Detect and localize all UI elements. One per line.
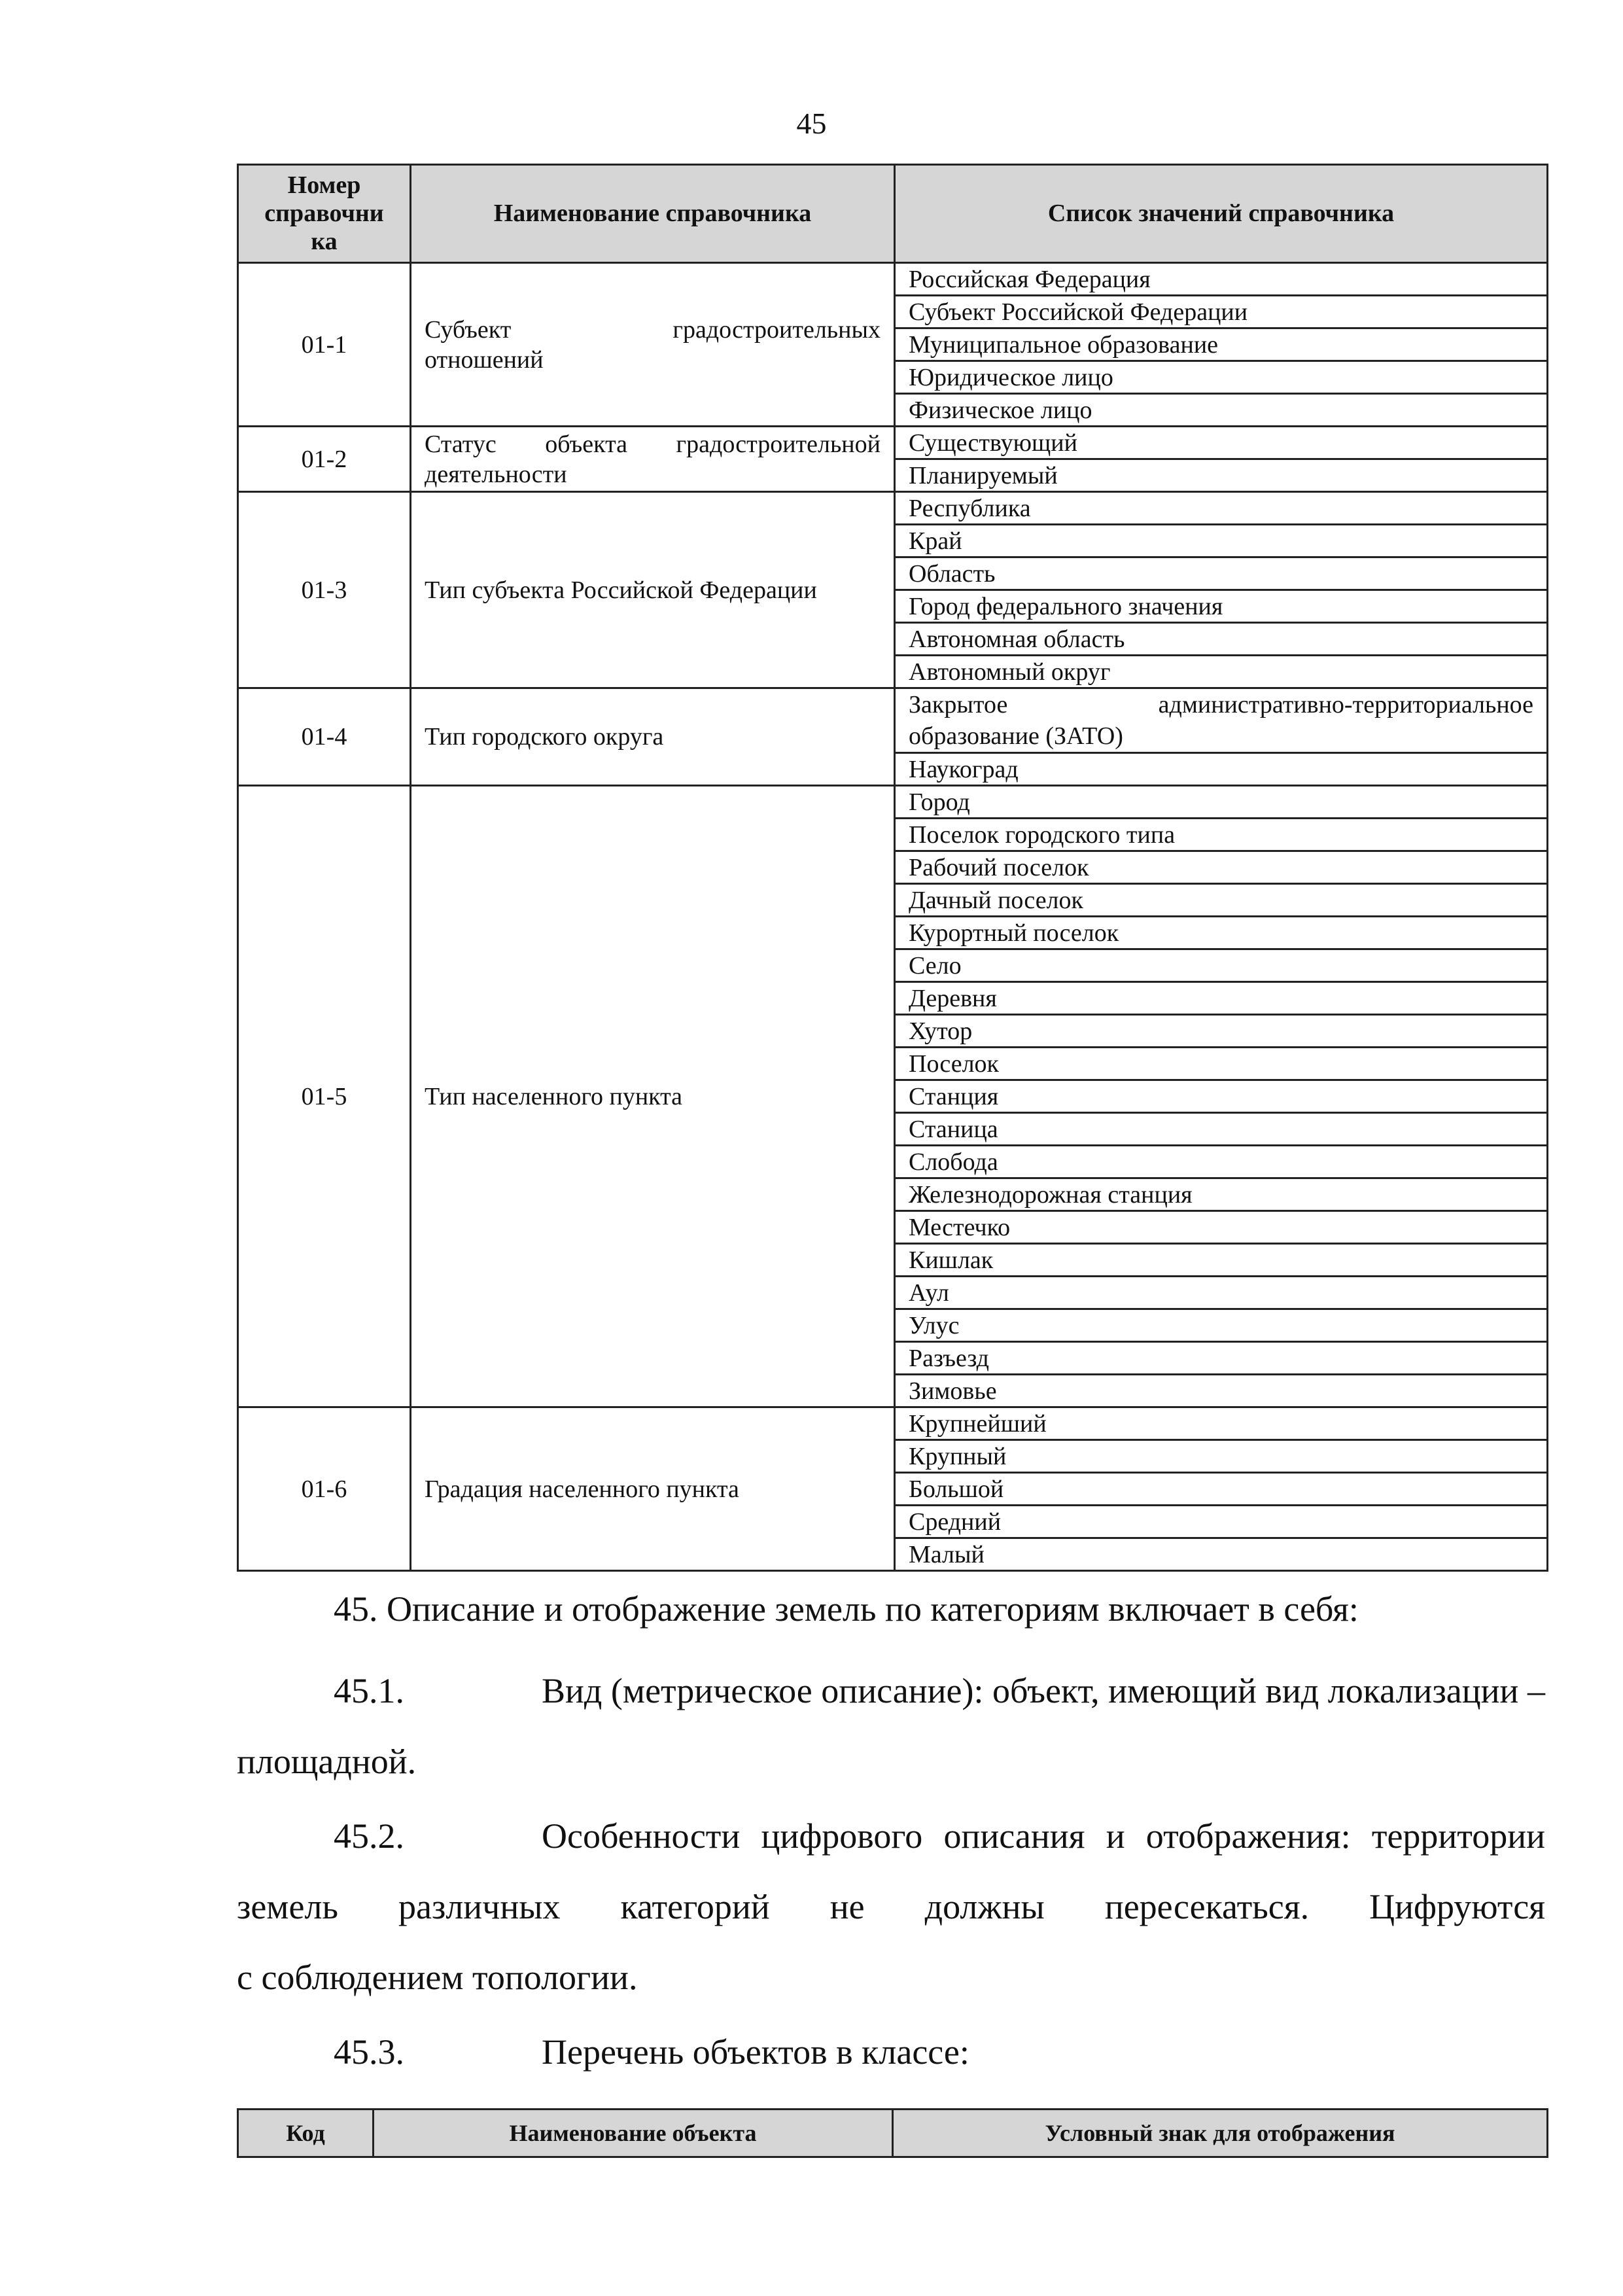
reference-value: Улус: [895, 1309, 1548, 1342]
reference-value: [895, 688, 1548, 753]
reference-value: Планируемый: [895, 459, 1548, 492]
reference-value: Поселок: [895, 1048, 1548, 1080]
paragraph-45: 45. Описание и отображение земель по категориям включает в себя:: [334, 1589, 1359, 1629]
reference-code: 01-2: [238, 427, 411, 492]
reference-value: Слобода: [895, 1146, 1548, 1178]
reference-value: Город: [895, 786, 1548, 819]
reference-value: Республика: [895, 492, 1548, 525]
reference-value: Существующий: [895, 427, 1548, 459]
reference-table: [237, 164, 1548, 1572]
header-values: Список значений справочника: [895, 165, 1548, 263]
header-code: Номер справочни ка: [238, 165, 411, 263]
table-row: [238, 688, 1548, 753]
reference-name-word: Субъект: [425, 315, 512, 344]
reference-name-word: градостроительной: [676, 430, 881, 458]
reference-value: Местечко: [895, 1211, 1548, 1244]
objects-table-header-row: [238, 2110, 1548, 2157]
paragraph-45-2-line2: земель различных категорий не должны пересекаться. Цифруются: [237, 1887, 1545, 1926]
reference-value: Станция: [895, 1080, 1548, 1113]
reference-value: Село: [895, 949, 1548, 982]
reference-name: [411, 263, 895, 427]
paragraph-45-1-text: Вид (метрическое описание): объект, имеющий вид локализации –: [542, 1671, 1545, 1710]
reference-code: 01-5: [238, 786, 411, 1407]
paragraph-45-1: [237, 1655, 1545, 1797]
reference-name-line: отношений: [425, 345, 544, 374]
page-number: 45: [796, 107, 827, 140]
reference-value: Наукоград: [895, 753, 1548, 786]
reference-value-word: Закрытое: [909, 691, 1008, 718]
header-object-code: Код: [238, 2110, 374, 2157]
reference-value: Субъект Российской Федерации: [895, 296, 1548, 328]
reference-value: Деревня: [895, 982, 1548, 1015]
reference-value: Курортный поселок: [895, 917, 1548, 949]
paragraph-45-3: [237, 2017, 1545, 2087]
reference-code: 01-6: [238, 1407, 411, 1571]
reference-value: Автономный округ: [895, 656, 1548, 688]
reference-value: Российская Федерация: [895, 263, 1548, 296]
paragraph-45-1-continuation: площадной.: [237, 1742, 417, 1781]
paragraph-45-1-number: 45.1.: [334, 1671, 404, 1710]
reference-value: Юридическое лицо: [895, 361, 1548, 394]
reference-value: Дачный поселок: [895, 884, 1548, 917]
reference-value-line: образование (ЗАТО): [909, 722, 1123, 750]
reference-value: Город федерального значения: [895, 590, 1548, 623]
reference-value: Большой: [895, 1473, 1548, 1506]
reference-value: Станица: [895, 1113, 1548, 1146]
reference-name-line: деятельности: [425, 460, 567, 488]
reference-value: Средний: [895, 1506, 1548, 1538]
reference-value: Кишлак: [895, 1244, 1548, 1277]
reference-value: Физическое лицо: [895, 394, 1548, 427]
reference-value: Хутор: [895, 1015, 1548, 1048]
reference-name: Тип городского округа: [411, 688, 895, 786]
reference-name: Тип населенного пункта: [411, 786, 895, 1407]
paragraph-45-2-line3: с соблюдением топологии.: [237, 1958, 638, 1997]
reference-value: Муниципальное образование: [895, 328, 1548, 361]
table-row: [238, 263, 1548, 296]
paragraph-45-2-text: Особенности цифрового описания и отображения: территории: [542, 1816, 1545, 1856]
reference-table-body: [238, 263, 1548, 1571]
reference-value: Область: [895, 557, 1548, 590]
reference-code: 01-3: [238, 492, 411, 688]
table-header-row: [238, 165, 1548, 263]
reference-name-word: Статус: [425, 430, 497, 458]
reference-value: Край: [895, 525, 1548, 557]
reference-value: Разъезд: [895, 1342, 1548, 1375]
reference-value: Крупнейший: [895, 1407, 1548, 1440]
reference-name: [411, 427, 895, 492]
table-row: [238, 786, 1548, 819]
reference-value: Автономная область: [895, 623, 1548, 656]
reference-code: 01-4: [238, 688, 411, 786]
reference-value: Рабочий поселок: [895, 851, 1548, 884]
reference-value: Крупный: [895, 1440, 1548, 1473]
reference-code: 01-1: [238, 263, 411, 427]
reference-value: Аул: [895, 1277, 1548, 1309]
reference-value: Железнодорожная станция: [895, 1178, 1548, 1211]
paragraph-45-3-text: Перечень объектов в классе:: [542, 2032, 969, 2072]
reference-value-word: административно-территориальное: [1158, 691, 1533, 718]
paragraph-45-3-number: 45.3.: [334, 2032, 404, 2072]
objects-table: [237, 2108, 1548, 2158]
reference-name: Градация населенного пункта: [411, 1407, 895, 1571]
reference-value: Зимовье: [895, 1375, 1548, 1407]
reference-value: Малый: [895, 1538, 1548, 1571]
reference-value: Поселок городского типа: [895, 819, 1548, 851]
reference-name: Тип субъекта Российской Федерации: [411, 492, 895, 688]
table-row: [238, 1407, 1548, 1440]
paragraph-45-2-number: 45.2.: [334, 1816, 404, 1856]
paragraph-45-2: [237, 1801, 1545, 2013]
header-object-name: Наименование объекта: [374, 2110, 893, 2157]
table-row: [238, 492, 1548, 525]
reference-name-word: объекта: [545, 430, 628, 458]
header-object-symbol: Условный знак для отображения: [893, 2110, 1548, 2157]
reference-name-word: градостроительных: [672, 315, 881, 344]
header-name: Наименование справочника: [411, 165, 895, 263]
table-row: [238, 427, 1548, 459]
